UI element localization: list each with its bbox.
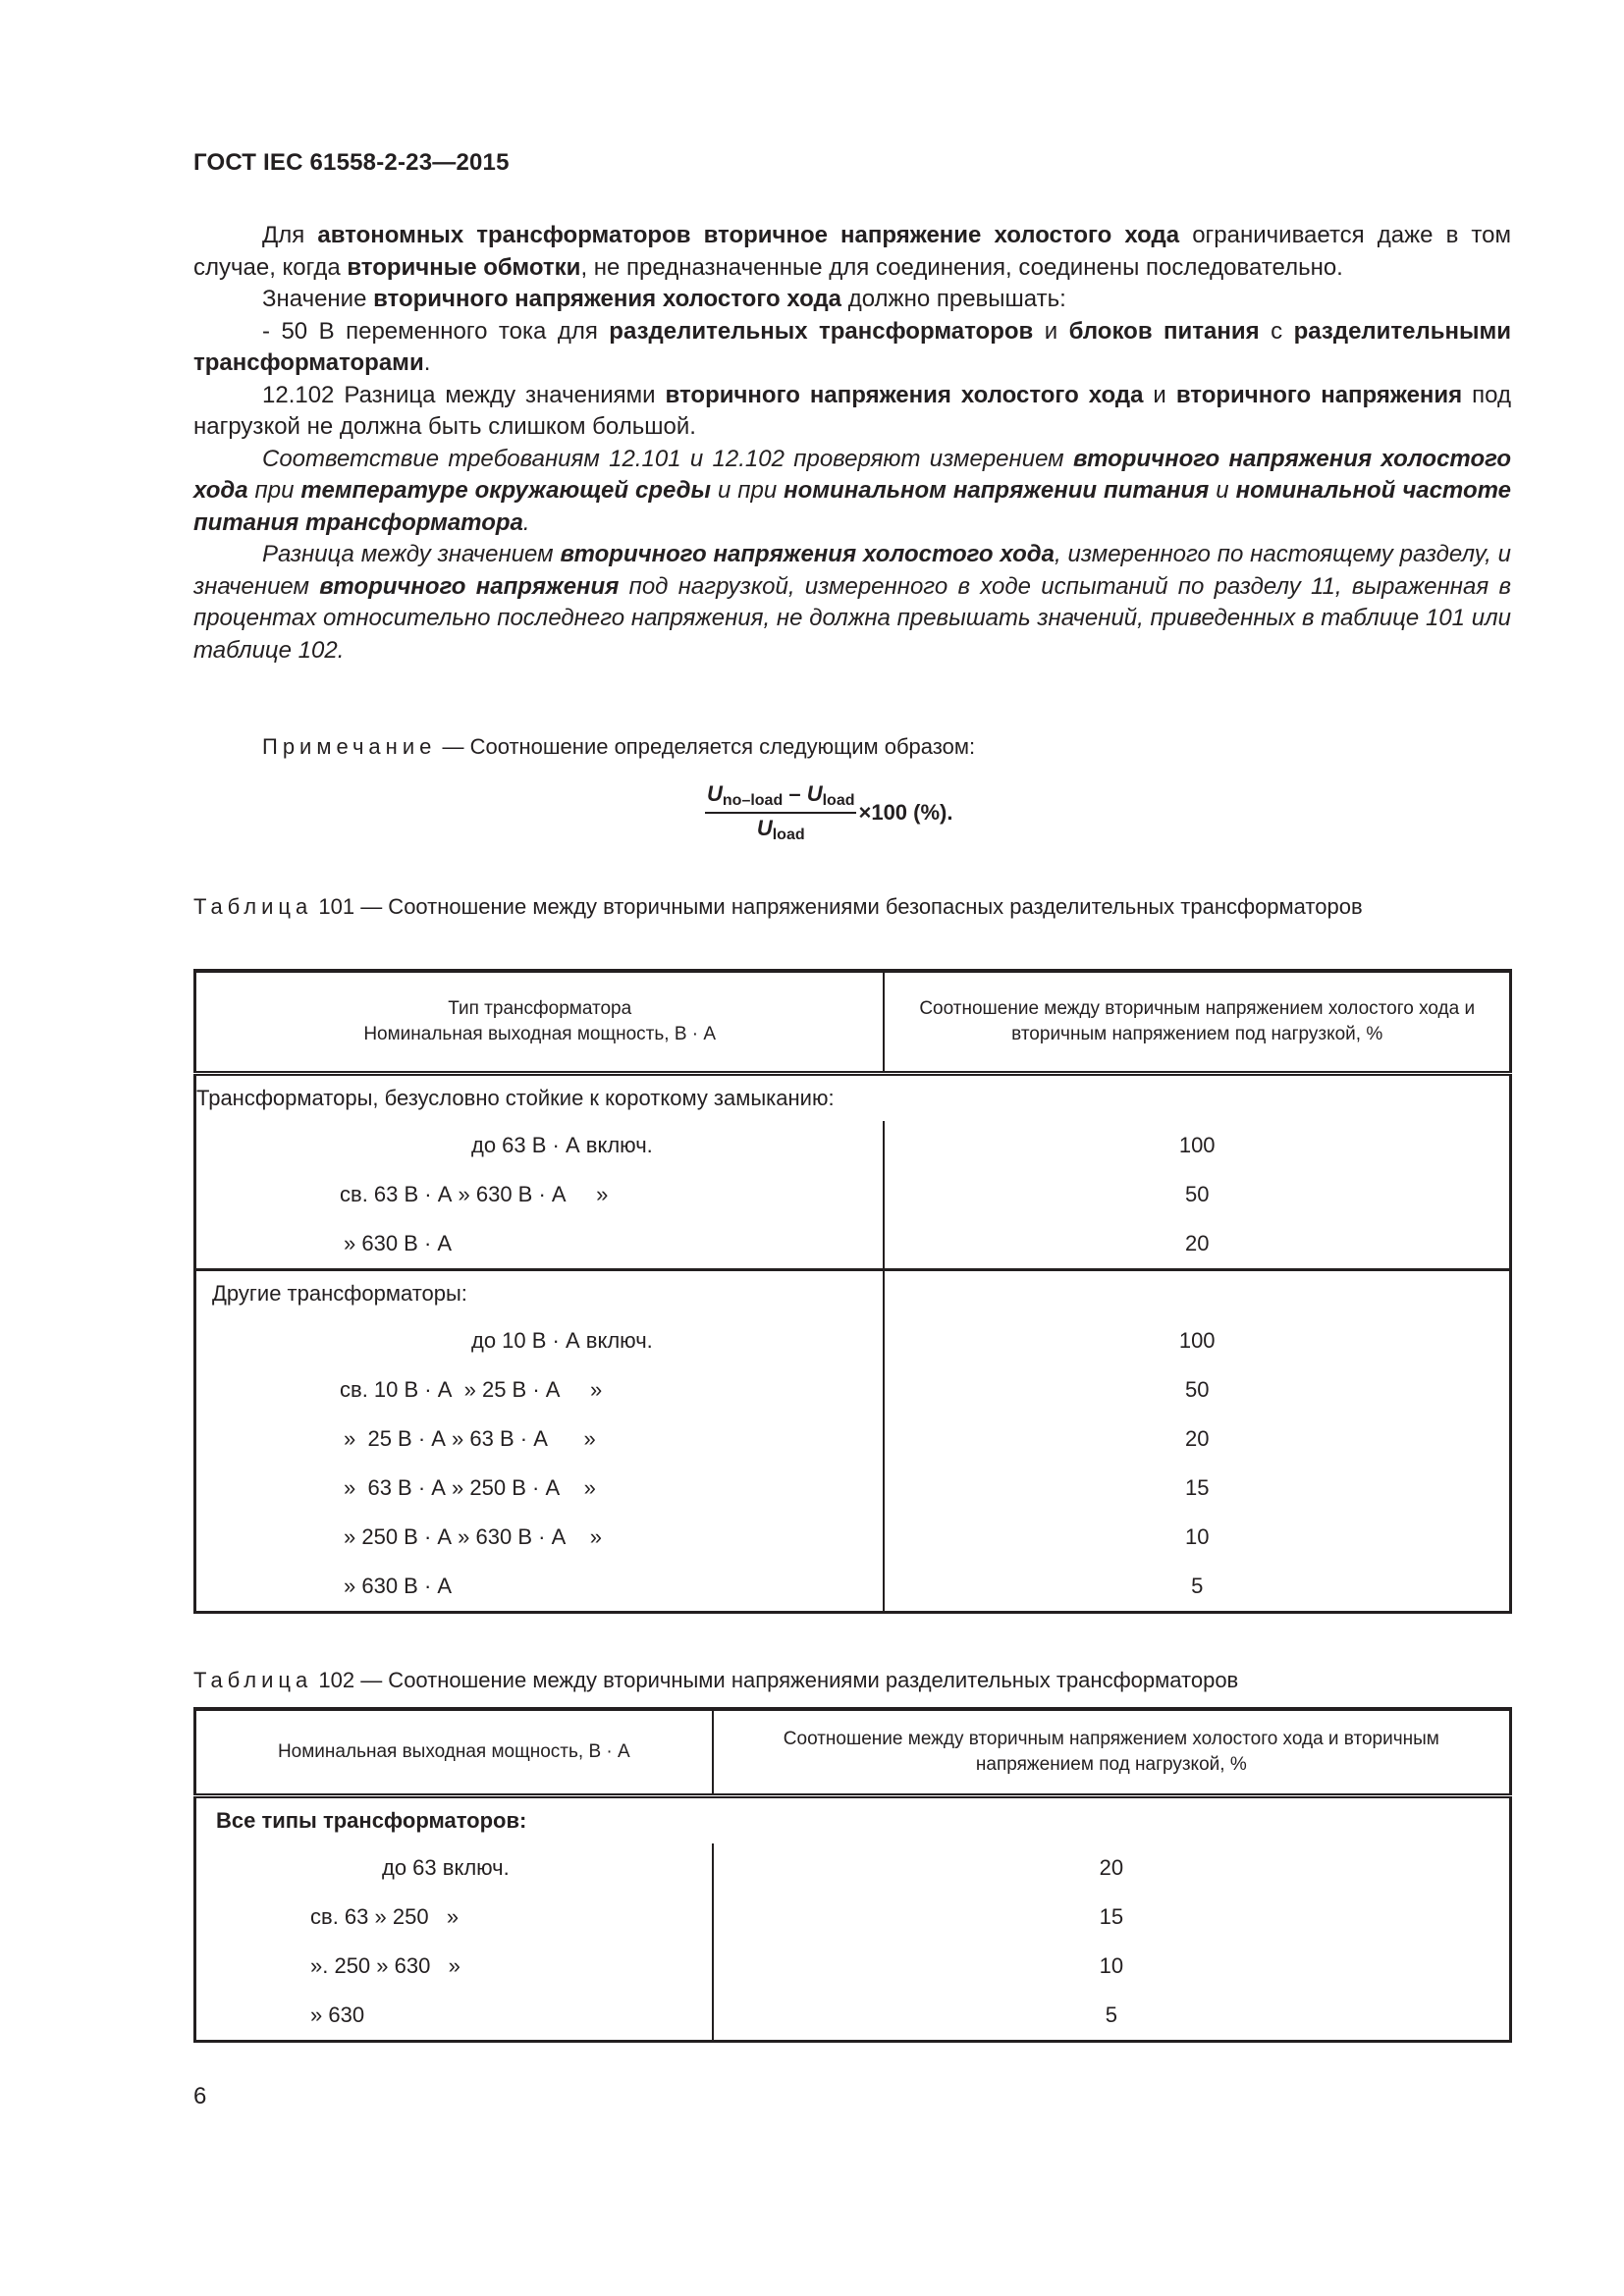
table-row: » 630 В · А 5 bbox=[195, 1562, 1511, 1613]
table-row: » 630 В · А 20 bbox=[195, 1219, 1511, 1270]
table-row: св. 63 В · А » 630 В · А » 50 bbox=[195, 1170, 1511, 1219]
table-102 bbox=[193, 1707, 1512, 2043]
table-row: до 63 В · А включ. 100 bbox=[195, 1121, 1511, 1170]
table-row: » 250 В · А » 630 В · А » 10 bbox=[195, 1513, 1511, 1562]
note-text: — Соотношение определяется следующим образом: bbox=[436, 734, 976, 759]
ratio-formula bbox=[705, 781, 952, 844]
table-101-caption: Таблица 101 — Соотношение между вторичными напряжениями безопасных разделительных трансформаторов bbox=[193, 894, 1363, 919]
formula-numerator: $U_{no-load} - U_{load}$ bbox=[705, 781, 856, 814]
table-101 bbox=[193, 969, 1512, 1614]
table-row: до 63 включ. 20 bbox=[195, 1843, 1511, 1893]
table-102-header-power: Номинальная выходная мощность, В · А bbox=[195, 1709, 713, 1796]
paragraph-autonomous: Для автономных трансформаторов вторичное напряжение холостого хода ограничивается даже в том случае, когда вторичные обмотки, не предназначенные для соединения, соединены последовательно. bbox=[193, 222, 1511, 281]
table-102-group-label-row bbox=[195, 1796, 1511, 1844]
paragraph-compliance: Соответствие требованиям 12.101 и 12.102 проверяют измерением вторичного напряжения холостого хода при температуре окружающей среды и при номинальном напряжении питания и номинальной частоте питания трансформатора. bbox=[193, 445, 1511, 536]
table-101-header-ratio: Соотношение между вторичным напряжением холостого хода и вторичным напряжением под нагрузкой, % bbox=[884, 971, 1510, 1074]
table-102-header bbox=[195, 1709, 1511, 1796]
page-number: 6 bbox=[193, 2083, 207, 2109]
table-row: св. 63 » 250 » 15 bbox=[195, 1893, 1511, 1942]
formula-multiplier: ×100 (%). bbox=[858, 800, 953, 825]
table-102-caption: Таблица 102 — Соотношение между вторичными напряжениями разделительных трансформаторов bbox=[193, 1668, 1239, 1692]
table-row: св. 10 В · А » 25 В · А » 50 bbox=[195, 1365, 1511, 1415]
formula-fraction bbox=[705, 781, 856, 844]
paragraph-value: Значение вторичного напряжения холостого хода должно превышать: bbox=[262, 286, 1066, 312]
table-row: » 63 В · А » 250 В · А » 15 bbox=[195, 1464, 1511, 1513]
document-header: ГОСТ IEC 61558-2-23—2015 bbox=[193, 149, 510, 176]
table-101-group-1-label-row bbox=[195, 1074, 1511, 1122]
group-label: Трансформаторы, безусловно стойкие к короткому замыканию: bbox=[195, 1074, 1511, 1122]
note bbox=[262, 734, 975, 760]
table-101-header bbox=[195, 971, 1511, 1074]
note-label: Примечание bbox=[262, 734, 437, 759]
table-102-header-ratio: Соотношение между вторичным напряжением холостого хода и вторичным напряжением под нагрузкой, % bbox=[713, 1709, 1511, 1796]
group-label: Другие трансформаторы: bbox=[195, 1270, 885, 1317]
paragraph-12-102: 12.102 Разница между значениями вторичного напряжения холостого хода и вторичного напряжения под нагрузкой не должна быть слишком большой. bbox=[193, 381, 1511, 440]
table-row: до 10 В · А включ. 100 bbox=[195, 1316, 1511, 1365]
table-101-group-2-label-row bbox=[195, 1270, 1511, 1317]
paragraph-difference: Разница между значением вторичного напряжения холостого хода, измеренного по настоящему разделу, и значением вторичного напряжения под нагрузкой, измеренного в ходе испытаний по разделу 11, выраженная в процентах относительно последнего напряжения, не должна превышать значений, приведенных в таблице 101 или таблице 102. bbox=[193, 541, 1512, 664]
paragraph-50v: - 50 В переменного тока для разделительных трансформаторов и блоков питания с разделительными трансформаторами. bbox=[193, 317, 1512, 376]
table-row: » 630 5 bbox=[195, 1991, 1511, 2042]
table-row: ». 250 » 630 » 10 bbox=[195, 1942, 1511, 1991]
table-row: » 25 В · А » 63 В · А » 20 bbox=[195, 1415, 1511, 1464]
table-101-header-type: Тип трансформатора Номинальная выходная мощность, В · А bbox=[195, 971, 885, 1074]
formula-denominator: $U_{load}$ bbox=[756, 816, 805, 843]
body-text bbox=[193, 220, 1511, 667]
group-label: Все типы трансформаторов: bbox=[195, 1796, 1511, 1844]
